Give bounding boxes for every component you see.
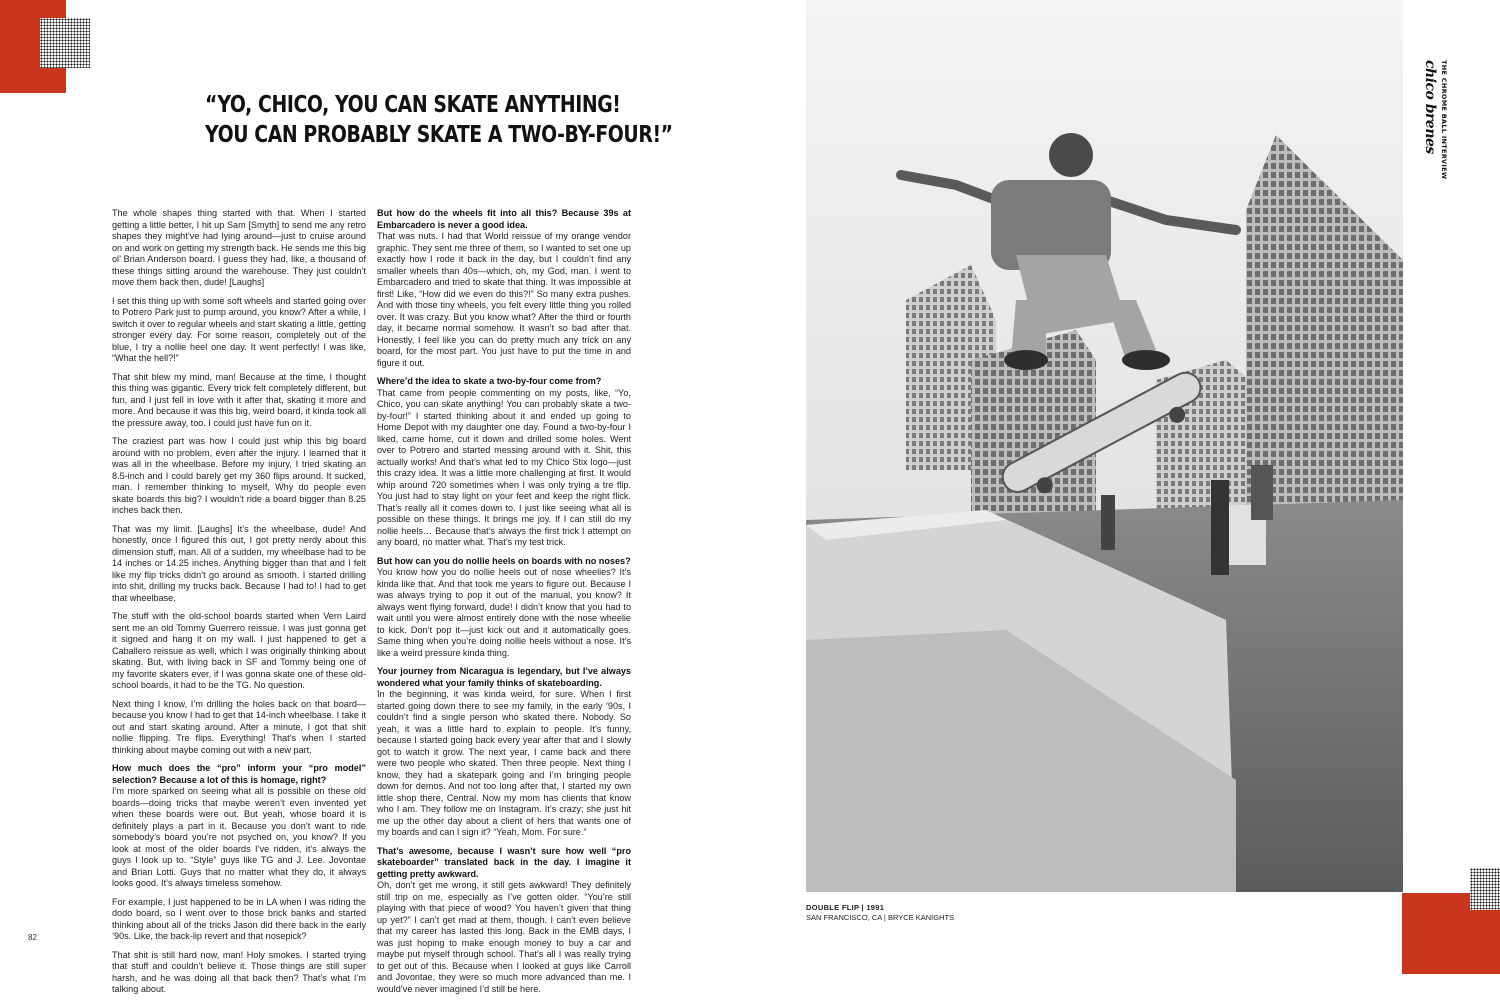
interview-question: But how can you do nollie heels on boards with no noses? — [377, 555, 631, 566]
interview-question: That’s awesome, because I wasn’t sure how well “pro skateboarder” translated back in the day. I imagine it getting pretty awkward. — [377, 845, 631, 879]
answer-paragraph: Next thing I know, I’m drilling the holes back on that board—because you know I had to get that 14-inch wheelbase. I take it out and start skating around. After a minute, I got that shit nollie flipping. Tre flips. Everything! That’s when I started thinking about maybe coming out with a new part. — [112, 698, 366, 755]
answer-paragraph: The craziest part was how I could just whip this big board around with no problem, even after the injury. I learned that it was all in the wheelbase. Before my injury, I tried skating an 8.5-inch and I could barely get my 360 flips around. It sucked, man. I remember thinking to myself, Why do people even skate boards this big? I wouldn’t ride a board bigger than 8.25 inches back then. — [112, 436, 366, 515]
answer-paragraph: That shit blew my mind, man! Because at the time, I thought this thing was gigantic. Every trick felt completely different, but fun, and I just fell in love with it after that, skating it more and more. And because it was this big, weird board, it kinda took all the pressure away, too. I could just have fun on it. — [112, 371, 366, 428]
answer-paragraph: That came from people commenting on my posts, like, “Yo, Chico, you can skate anything! You can probably skate a two-by-four!” I started thinking about it and ended up going to Home Depot with my daughter one day. Found a two-by-four I liked, came home, cut it down and drilled some holes. Went over to Potrero and started messing around with it. Shit, this actually works! And that’s what led to my Chico Stix logo—just this crazy idea. It was a little more challenging at first. It would whip around 720 sometimes when I was only trying a tre flip. You just had to stay light on your feet and keep the right flick. That’s really all it comes down to. I just like seeing what all is possible on these things. It brings me joy. If I can still do my nollie heels… Because that’s always the first trick I attempt on any board, no matter what. That’s my test trick. — [377, 387, 631, 547]
photo-caption — [806, 903, 1106, 923]
bystander-3 — [1101, 495, 1115, 550]
skate-photo — [806, 0, 1403, 892]
article-column-1 — [112, 208, 366, 1003]
answer-paragraph: That was my limit. [Laughs] It’s the wheelbase, dude! And honestly, once I figured this out, I got pretty nerdy about this dimension stuff, man. All of a sudden, my wheelbase had to be 14 inches or 14.25 inches. Anything bigger than that and I felt like my flip tricks didn’t go around as smooth. I started drilling into shit, drilling my trucks back. Because I had to! I had to get that wheelbase. — [112, 523, 366, 603]
caption-credit: SAN FRANCISCO, CA | BRYCE KANIGHTS — [806, 913, 955, 922]
answer-paragraph: The whole shapes thing started with that. When I started getting a little better, I hit up Sam [Smyth] to send me any retro shapes they might’ve had lying around—just to cruise around on and work on getting my strength back. He sends me this big ol’ Brian Anderson board. I guess they had, like, a thousand of these things sitting around the warehouse. They just couldn’t move them back then, dude! [Laughs] — [112, 208, 366, 287]
bystander-1 — [1211, 480, 1229, 575]
interview-question: Your journey from Nicaragua is legendary, but I’ve always wondered what your family thinks of skateboarding. — [377, 666, 631, 688]
page-number: 82 — [28, 933, 37, 942]
caption-title: DOUBLE FLIP | 1991 — [806, 903, 885, 912]
corner-halftone-top-left — [40, 18, 90, 68]
answer-paragraph: I set this thing up with some soft wheels and started going over to Potrero Park just to pump around, you know? After a while, I switch it over to regular wheels and start skating a little, getting stronger every day. For some reason, completely out of the blue, I try a nollie heel one day. It went perfectly! I was like, “What the hell?!” — [112, 295, 366, 363]
headline-line-1: “YO, CHICO, YOU CAN SKATE ANYTHING! — [205, 92, 621, 118]
corner-halftone-bottom-right — [1470, 868, 1500, 910]
answer-paragraph: Oh, don’t get me wrong, it still gets awkward! They definitely still trip on me, especially as I’ve gotten older. “You’re still playing with that piece of wood? You haven’t given that thing up yet?” I can’t get mad at them, though. I can’t even believe that my career has lasted this long. Back in the EMB days, I was just hoping to make enough money to buy a car and maybe put myself through school. That’s all I was really trying to get out of this. Because when I looked at guys like Carroll and Jovontae, they were so much more advanced than me. I would’ve never imagined I’d still be here. — [377, 880, 631, 994]
interview-question: Where’d the idea to skate a two-by-four come from? — [377, 376, 602, 386]
article-column-2 — [377, 208, 631, 1002]
interview-question: But how do the wheels fit into all this? Because 39s at Embarcadero is never a good idea. — [377, 208, 631, 230]
chico-brenes-logo: chico brenes — [1422, 60, 1438, 154]
headline-line-2: YOU CAN PROBABLY SKATE A TWO-BY-FOUR!” — [205, 122, 673, 148]
answer-paragraph: That was nuts. I had that World reissue of my orange vendor graphic. They sent me three of them, so I wanted to set one up exactly how I rode it back in the day, but I couldn’t find any smaller wheels than 40s—which, oh, my God, man. I went to Embarcadero and tried to skate that thing. It was impossible at first! Like, “How did we even do this?!” So many extra pushes. And with those tiny wheels, you felt every little thing you rolled over. It was crazy. But you know what? After the third or fourth day, it became normal somehow. It wasn’t so bad after that. Honestly, I feel like you can do pretty much any trick on any board, for the most part. You just have to put the time in and figure it out. — [377, 231, 631, 368]
side-branding — [1418, 60, 1466, 180]
photo-illustration — [806, 0, 1403, 892]
answer-paragraph: For example, I just happened to be in LA when I was riding the dodo board, so I went over to those brick banks and started thinking about all of the tricks Jason did there back in the early ’90s. Like, the back-lip revert and that nosepick? — [112, 896, 366, 941]
answer-paragraph: That shit is still hard now, man! Holy smokes. I started trying that stuff and couldn’t believe it. Those things are still super harsh, and he was doing all that back then? That’s what I’m talking about. — [112, 949, 366, 994]
answer-paragraph: You know how you do nollie heels out of nose wheelies? It’s kinda like that. And that took me years to figure out. Because I was always trying to pop it out of the manual, you know? It always went flying forward, dude! I didn’t know that you had to wait until you were almost entirely done with the nose wheelie to kick. Don’t pop it—just kick out and it automatically goes. Same thing when you’re doing nollie heels without a nose. It’s like a weird pressure kinda thing. — [377, 567, 631, 658]
bystander-2 — [1251, 465, 1273, 520]
interview-question: How much does the “pro” inform your “pro model” selection? Because a lot of this is homage, right? — [112, 763, 366, 785]
answer-paragraph: In the beginning, it was kinda weird, for sure. When I first started going down there to see my family, in the early ’90s, I couldn’t find a single person who skated there. Nobody. So yeah, it was a little hard to explain to people. It’s funny, because I started going back every year after that and I slowly got to watch it grow. The next year, I came back and there were two people who skated. Then three people. Next thing I know, they had a skatepark going and I’m bringing people down for demos. And not too long after that, I started my own little shop there, Central. Now my mom has clients that know who I am. They follow me on Instagram. It’s crazy; she just hit me up the other day about a client of hers that wants one of my boards and can I sign it? “Yeah, Mom. For sure.” — [377, 689, 631, 837]
series-title: THE CHROME BALL INTERVIEW — [1440, 60, 1448, 180]
pull-quote-headline — [205, 90, 673, 150]
answer-paragraph: The stuff with the old-school boards started when Vern Laird sent me an old Tommy Guerrero reissue. I was just gonna get it signed and hang it on my wall. I just happened to get a Caballero reissue as well, which I was originally thinking about skating. But, with living back in SF and Tommy being one of my favorite skaters ever, if I was gonna skate one of these old-school boards, it had to be the TG. No question. — [112, 611, 366, 690]
answer-paragraph: I’m more sparked on seeing what all is possible on these old boards—doing tricks that maybe weren’t even invented yet when these boards were out. But yeah, whose board it is definitely plays a part in it. Because you don’t want to ride somebody’s board you’re not psyched on, you know? If you look at most of the older boards I’ve ridden, it’s always the guys I look up to. “Style” guys like TG and J. Lee. Jovontae and Brian Lotti. Guys that no matter what they do, it always looks good. It’s always timeless somehow. — [112, 786, 366, 888]
